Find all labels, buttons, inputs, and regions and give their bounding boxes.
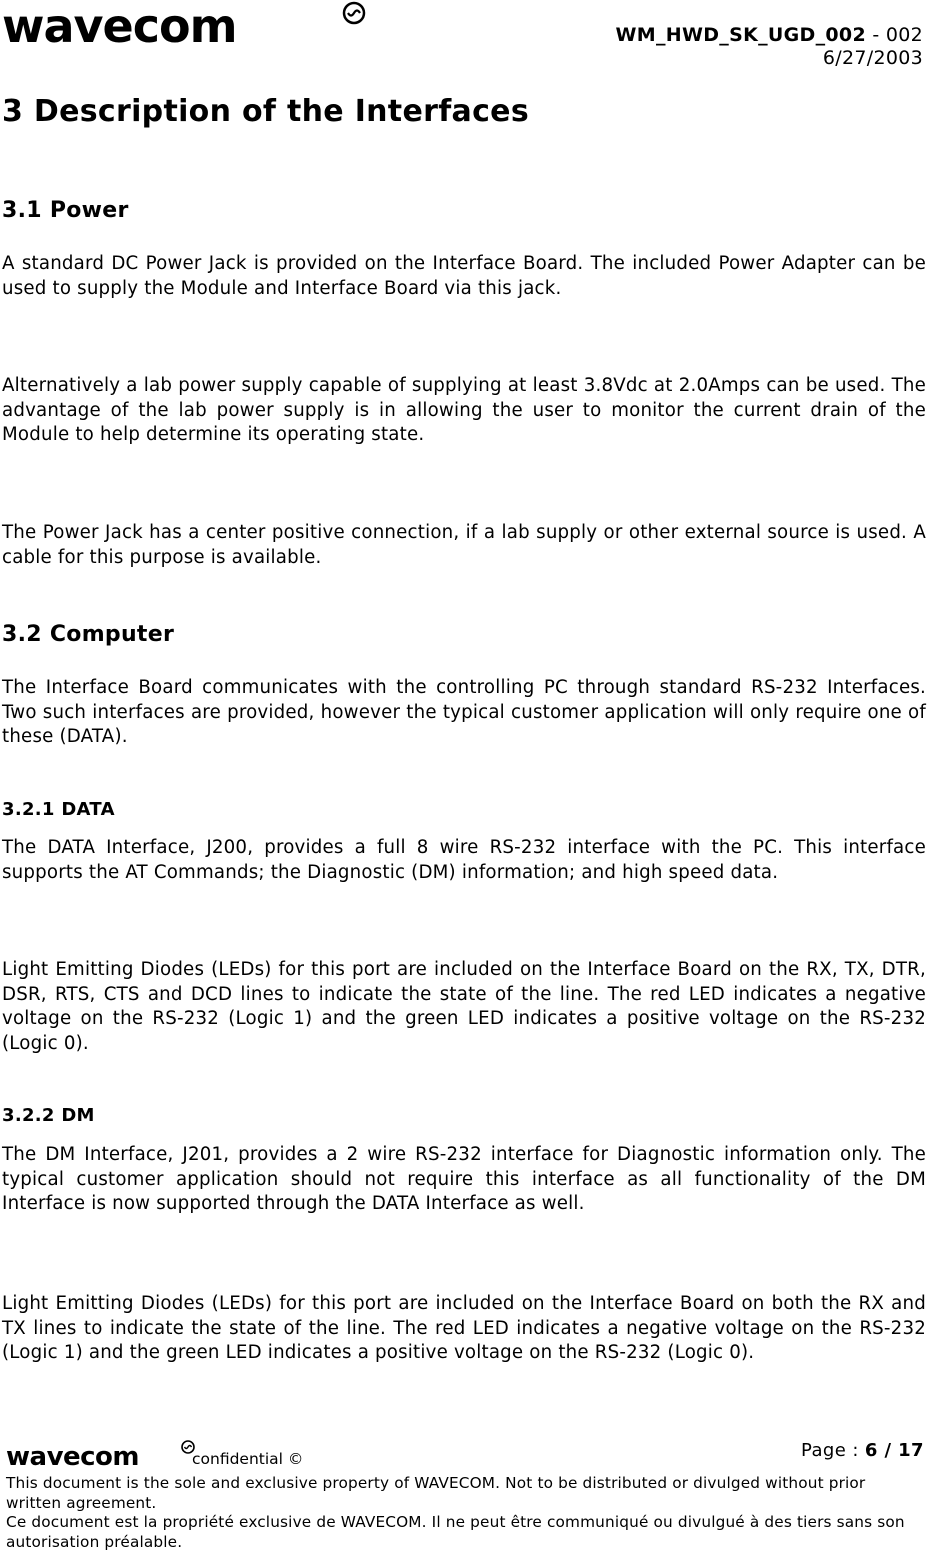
page-number — [801, 1440, 924, 1461]
page-number-label: Page : — [801, 1440, 865, 1461]
doc-version: - 002 — [865, 24, 923, 46]
wavecom-logo — [2, 0, 367, 48]
subsection-heading-dm: 3.2.2 DM — [2, 1105, 95, 1126]
data-paragraph-1: The DATA Interface, J200, provides a full 8 wire RS-232 interface with the PC. This interface supports the AT Commands; the Diagnostic (DM) information; and high speed data. — [2, 837, 926, 883]
power-paragraph-3: The Power Jack has a center positive connection, if a lab supply or other external source is used. A cable for this purpose is available. — [2, 522, 926, 568]
chapter-title: 3 Description of the Interfaces — [2, 94, 529, 129]
footer-notice-english: This document is the sole and exclusive property of WAVECOM. Not to be distributed or divulged without prior written agreement. — [6, 1474, 866, 1512]
logo-swirl-icon — [344, 3, 364, 23]
document-reference — [616, 24, 923, 70]
subsection-heading-data: 3.2.1 DATA — [2, 799, 115, 820]
confidential-label: confidential © — [192, 1450, 304, 1468]
computer-paragraph-1: The Interface Board communicates with the controlling PC through standard RS-232 Interfaces. Two such interfaces are provided, however the typical customer application will only require one of these (DATA). — [2, 677, 926, 747]
footer-wavecom-logo — [6, 1438, 196, 1468]
section-heading-power: 3.1 Power — [2, 198, 129, 223]
footer-logo-wordmark: wavecom — [6, 1442, 140, 1468]
dm-paragraph-1: The DM Interface, J201, provides a 2 wire RS-232 interface for Diagnostic information only. The typical customer application should not require this interface as all functionality of the DM Interface is now supported through the DATA Interface as well. — [2, 1144, 926, 1214]
dm-paragraph-2: Light Emitting Diodes (LEDs) for this port are included on the Interface Board on both the RX and TX lines to indicate the state of the line. The red LED indicates a negative voltage on the RS-232 (Logic 1) and the green LED indicates a positive voltage on the RS-232 (Logic 0). — [2, 1293, 926, 1363]
power-paragraph-1: A standard DC Power Jack is provided on the Interface Board. The included Power Adapter can be used to supply the Module and Interface Board via this jack. — [2, 253, 926, 299]
page-number-value: 6 / 17 — [864, 1440, 924, 1461]
footer-notice — [6, 1474, 924, 1552]
footer-notice-french: Ce document est la propriété exclusive de WAVECOM. Il ne peut être communiqué ou divulgué à des tiers sans son autorisation préalable. — [6, 1513, 905, 1551]
doc-date: 6/27/2003 — [822, 47, 923, 69]
doc-id: WM_HWD_SK_UGD_002 — [615, 24, 866, 46]
section-heading-computer: 3.2 Computer — [2, 622, 175, 647]
power-paragraph-2: Alternatively a lab power supply capable of supplying at least 3.8Vdc at 2.0Amps can be used. The advantage of the lab power supply is in allowing the user to monitor the current drain of the Module to help determine its operating state. — [2, 375, 926, 445]
data-paragraph-2: Light Emitting Diodes (LEDs) for this port are included on the Interface Board on the RX, TX, DTR, DSR, RTS, CTS and DCD lines to indicate the state of the line. The red LED indicates a negative voltage on the RS-232 (Logic 1) and the green LED indicates a positive voltage on the RS-232 (Logic 0). — [2, 959, 926, 1054]
logo-wordmark: wavecom — [2, 0, 237, 48]
